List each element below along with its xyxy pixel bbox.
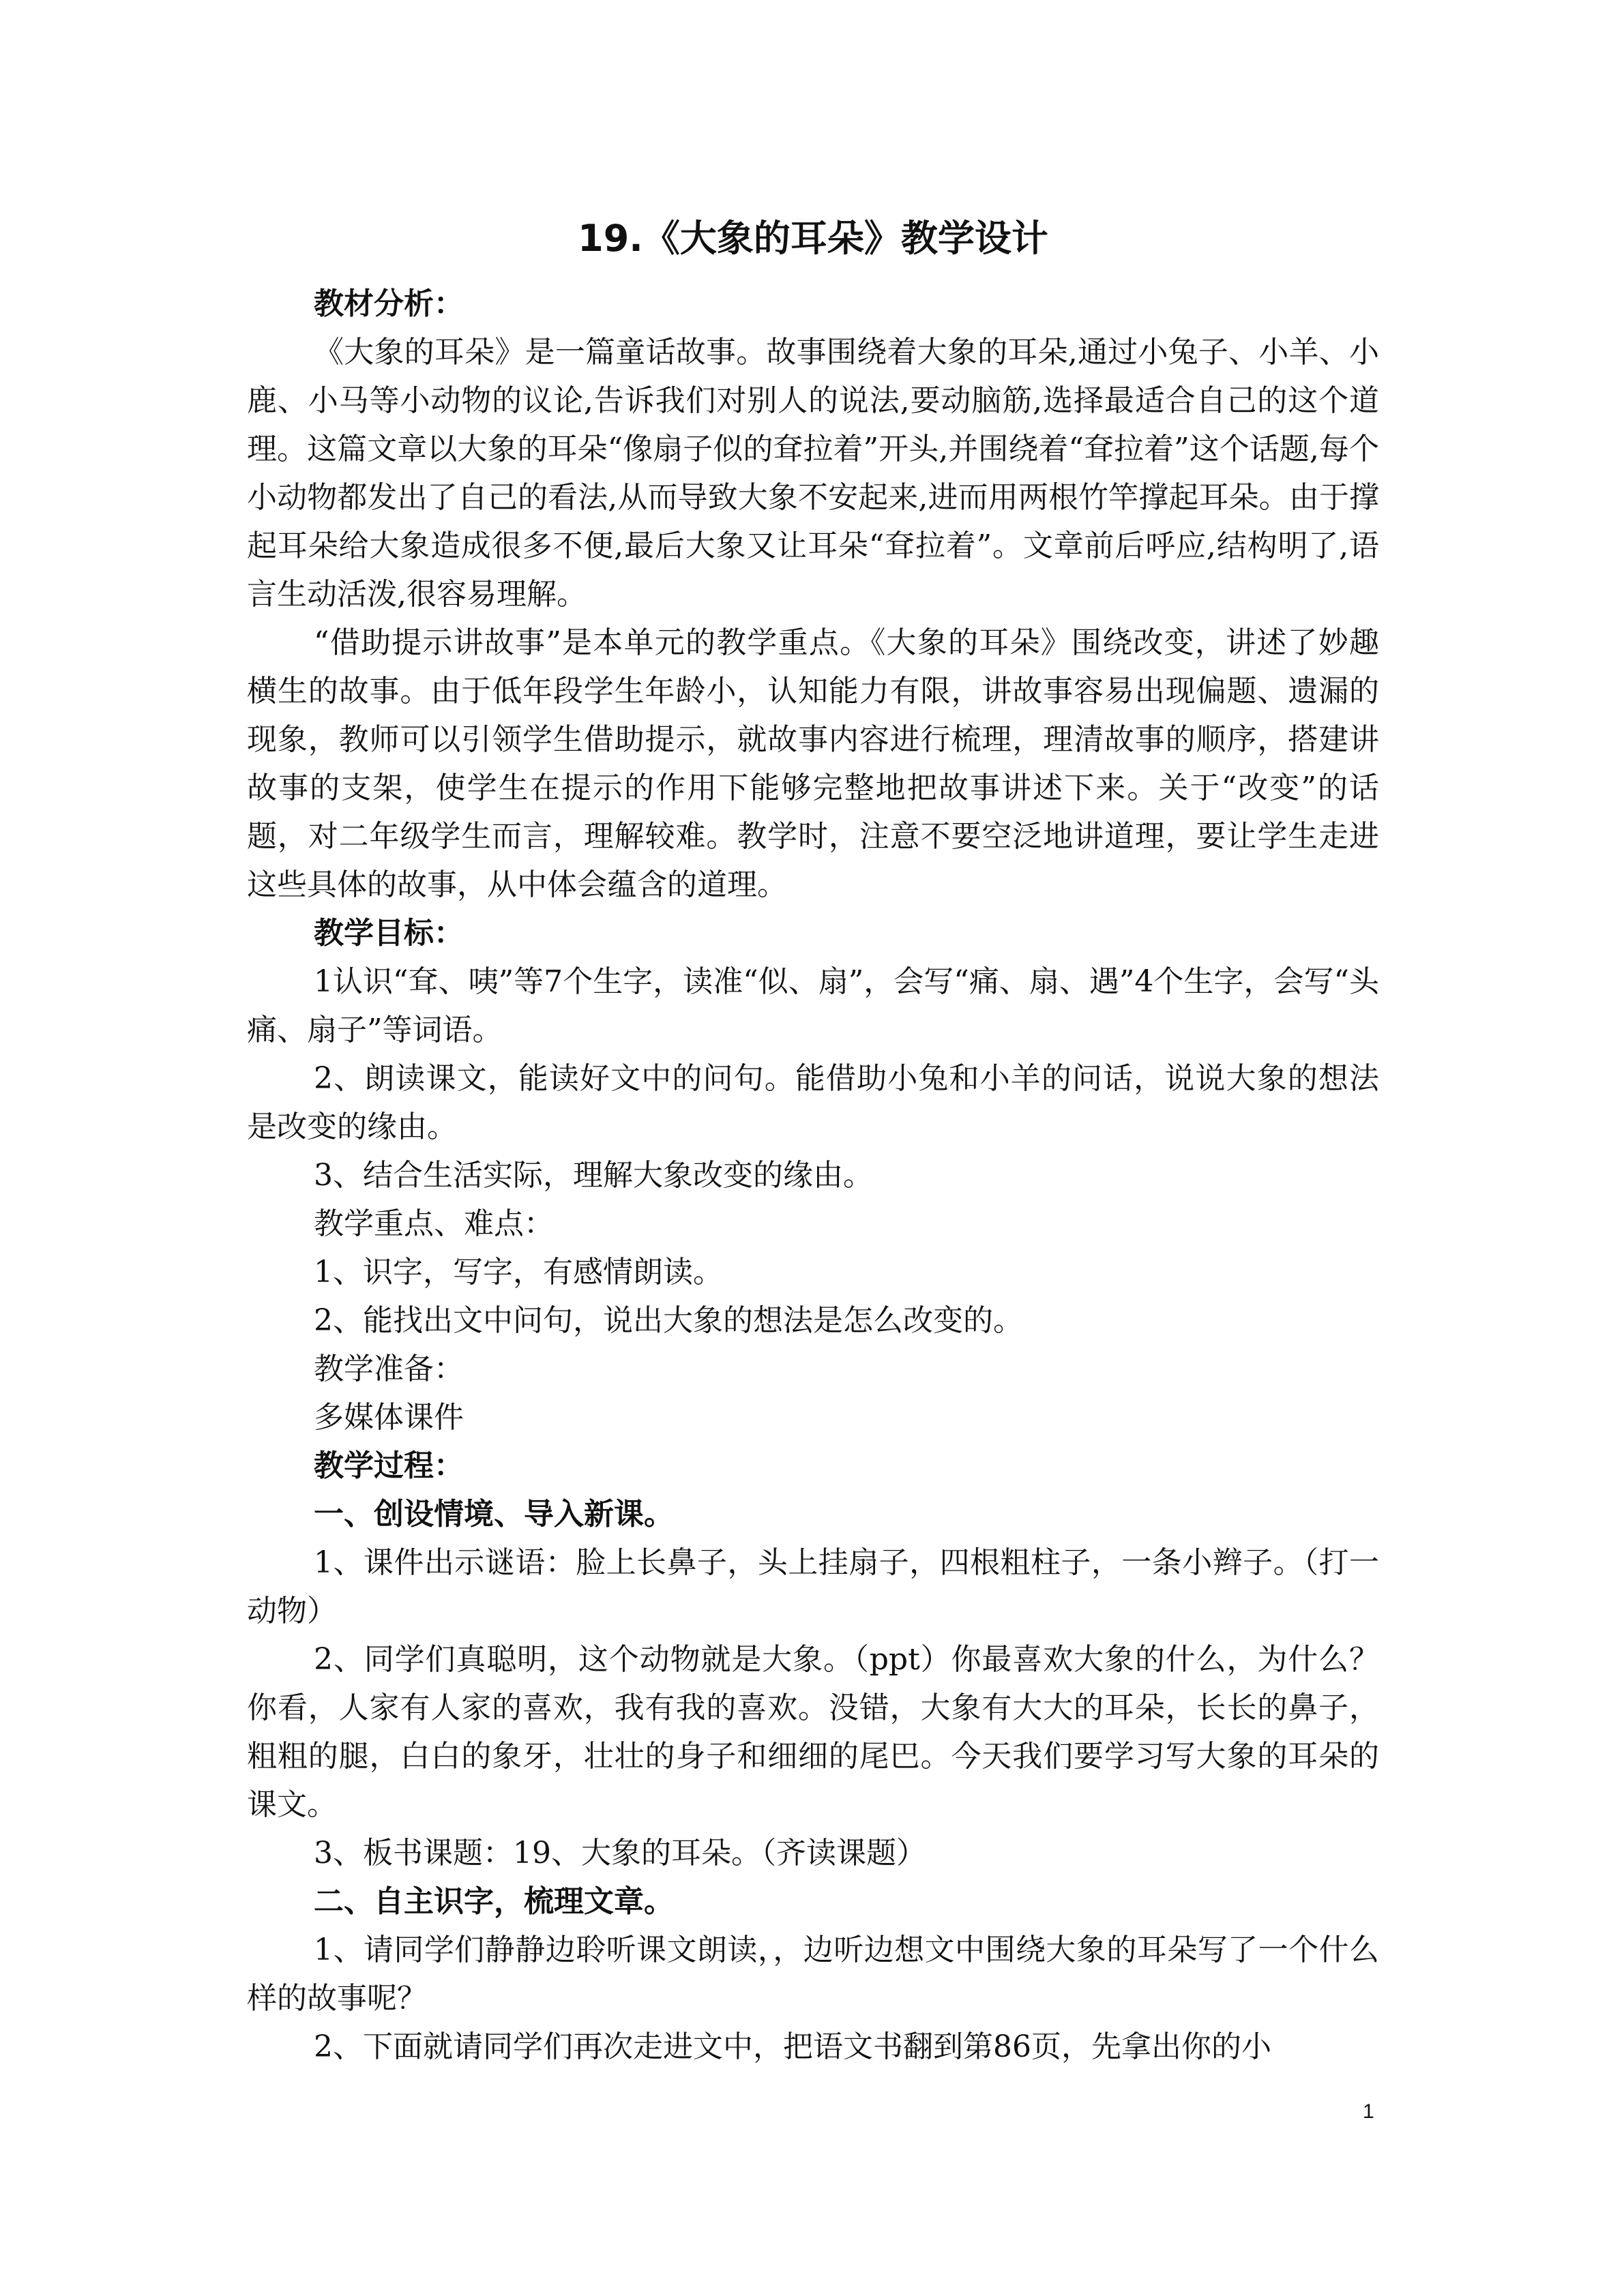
section-heading-process: 教学过程： — [314, 1448, 464, 1483]
step-2-item-2: 2、下面就请同学们再次走进文中，把语文书翻到第86页，先拿出你的小 — [314, 2029, 1271, 2064]
document-body — [247, 205, 1379, 2071]
section-heading-goals: 教学目标： — [314, 916, 464, 951]
paragraph-analysis-2: “借助提示讲故事”是本单元的教学重点。《大象的耳朵》围绕改变，讲述了妙趣横生的故事。由于低年段学生年龄小，认知能力有限，讲故事容易出现偏题、遗漏的现象，教师可以引领学生借助提示，就故事内容进行梳理，理清故事的顺序，搭建讲故事的支架，使学生在提示的作用下能够完整地把故事讲述下来。关于“改变”的话题，对二年级学生而言，理解较难。教学时，注意不要空泛地讲道理，要让学生走进这些具体的故事，从中体会蕴含的道理。 — [247, 625, 1379, 902]
step-heading-1: 一、创设情境、导入新课。 — [314, 1497, 674, 1532]
section-heading-preparation: 教学准备： — [314, 1352, 464, 1386]
step-1-item-2: 2、同学们真聪明，这个动物就是大象。（ppt）你最喜欢大象的什么，为什么？你看，人家有人家的喜欢，我有我的喜欢。没错，大象有大大的耳朵，长长的鼻子，粗粗的腿，白白的象牙，壮壮的身子和细细的尾巴。今天我们要学习写大象的耳朵的课文。 — [247, 1642, 1379, 1822]
step-1-item-1: 1、课件出示谜语：脸上长鼻子，头上挂扇子，四根粗柱子，一条小辫子。（打一动物） — [247, 1545, 1379, 1628]
step-heading-2: 二、自主识字，梳理文章。 — [314, 1884, 674, 1919]
preparation-item-1: 多媒体课件 — [314, 1400, 464, 1435]
page-number: 1 — [1363, 2100, 1374, 2123]
keypoint-item-2: 2、能找出文中问句，说出大象的想法是怎么改变的。 — [314, 1303, 1023, 1338]
document-title: 19.《大象的耳朵》教学设计 — [578, 217, 1048, 260]
keypoint-item-1: 1、识字，写字，有感情朗读。 — [314, 1255, 723, 1289]
goal-item-1: 1认识“耷、咦”等7个生字，读准“似、扇”，会写“痛、扇、遇”4个生字，会写“头痛、扇子”等词语。 — [247, 964, 1379, 1047]
section-heading-keypoints: 教学重点、难点： — [314, 1206, 554, 1241]
section-heading-analysis: 教材分析： — [314, 286, 464, 321]
paragraph-analysis-1: 《大象的耳朵》是一篇童话故事。故事围绕着大象的耳朵,通过小兔子、小羊、小鹿、小马等小动物的议论,告诉我们对别人的说法,要动脑筋,选择最适合自己的这个道理。这篇文章以大象的耳朵“像扇子似的耷拉着”开头,并围绕着“耷拉着”这个话题,每个小动物都发出了自己的看法,从而导致大象不安起来,进而用两根竹竿撑起耳朵。由于撑起耳朵给大象造成很多不便,最后大象又让耳朵“耷拉着”。文章前后呼应,结构明了,语言生动活泼,很容易理解。 — [247, 335, 1379, 612]
step-1-item-3: 3、板书课题：19、大象的耳朵。（齐读课题） — [314, 1836, 926, 1870]
goal-item-2: 2、朗读课文，能读好文中的问句。能借助小兔和小羊的问话，说说大象的想法是改变的缘由。 — [247, 1061, 1379, 1144]
step-2-item-1: 1、请同学们静静边聆听课文朗读，，边听边想文中围绕大象的耳朵写了一个什么样的故事呢？ — [247, 1933, 1379, 2016]
goal-item-3: 3、结合生活实际，理解大象改变的缘由。 — [314, 1158, 873, 1193]
